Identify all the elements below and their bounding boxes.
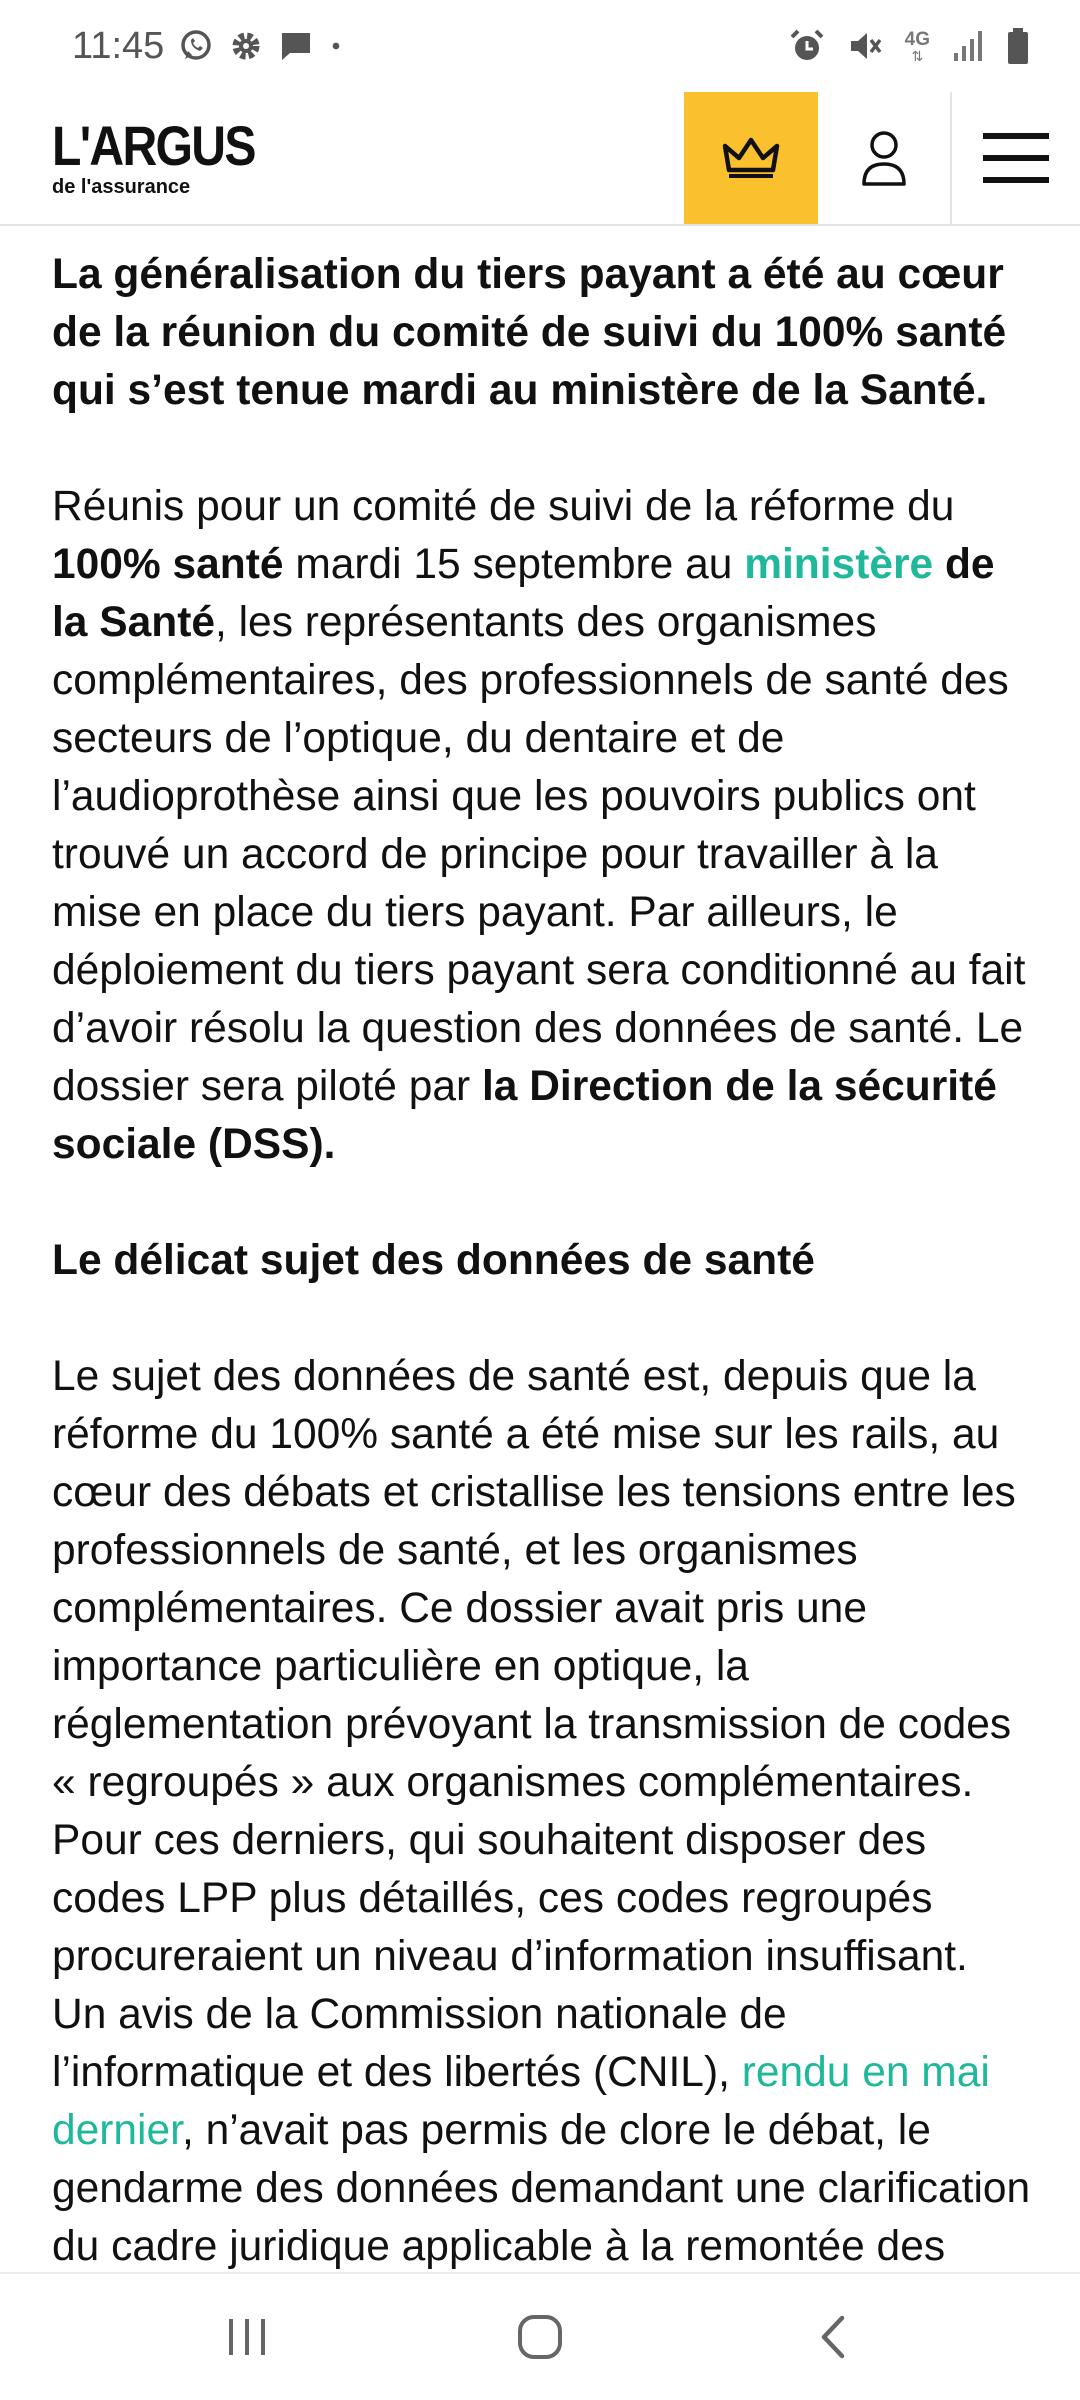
alarm-icon (789, 28, 825, 64)
home-icon (517, 2314, 563, 2360)
p1-bold-1: 100% santé (52, 541, 284, 588)
site-logo[interactable] (0, 92, 684, 224)
crown-icon (721, 134, 781, 182)
article-paragraph-1 (52, 478, 1032, 1174)
account-button[interactable] (818, 92, 950, 224)
p1-bold-3: la Direction de la sécurité sociale (DSS). (52, 1063, 997, 1168)
status-right (789, 27, 1030, 65)
logo-main: L'ARGUS (52, 113, 255, 177)
logo-sub: de l'assurance (52, 175, 191, 198)
recent-apps-icon (225, 2317, 269, 2357)
network-label: 4G (904, 28, 930, 50)
article-body (52, 226, 1032, 2272)
user-icon (860, 128, 908, 188)
article-subheading: Le délicat sujet des données de santé (52, 1237, 815, 1284)
cnil-avis-link[interactable]: rendu en mai dernier (52, 2049, 990, 2154)
ministere-link[interactable]: ministère (744, 541, 934, 588)
article-chapo: La généralisation du tiers payant a été au cœur de la réunion du comité de suivi du 100% santé qui s’est tenue mardi au ministère de la Santé. (52, 251, 1007, 414)
premium-button[interactable] (684, 92, 818, 224)
home-button[interactable] (480, 2297, 600, 2377)
clock: 11:45 (72, 24, 165, 67)
p1-text-3: , les représentants des organismes complémentaires, des professionnels de santé des secteurs de l’optique, du dentaire et de l’audioprothèse ainsi que les pouvoirs publics ont trouvé un accord de principe pour travailler à la mise en place du tiers payant. Par ailleurs, le déploiement du tiers payant sera conditionné au fait d’avoir résolu la question des données de santé. Le dossier sera piloté par (52, 599, 1026, 1110)
system-nav-bar (0, 2272, 1080, 2400)
hamburger-icon (983, 131, 1049, 185)
menu-button[interactable] (950, 92, 1080, 224)
battery-icon (1006, 27, 1030, 65)
network-4g-icon: 4G ⇅ (904, 28, 930, 64)
p2-text-2: , n’avait pas permis de clore le débat, le gendarme des données demandant une clarification du cadre juridique applicable à la remontée des (52, 2107, 1031, 2270)
p1-text-2: mardi 15 septembre au (283, 541, 745, 588)
status-left (72, 25, 352, 68)
back-button[interactable] (773, 2297, 893, 2377)
message-icon (278, 28, 314, 64)
p1-text-1: Réunis pour un comité de suivi de la réforme du (52, 483, 955, 530)
mute-icon (847, 28, 883, 64)
whatsapp-icon (178, 28, 214, 64)
back-icon (818, 2314, 848, 2360)
p1-bold-2: de la Santé (52, 541, 995, 646)
dot-icon (328, 28, 352, 64)
status-bar (0, 0, 1080, 92)
gear-icon (228, 28, 264, 64)
p2-text-1: Le sujet des données de santé est, depuis que la réforme du 100% santé a été mise sur les rails, au cœur des débats et cristallise les tensions entre les professionnels de santé, et les organismes complémentaires. Ce dossier avait pris une importance particulière en optique, la réglementation prévoyant la transmission de codes « regroupés » aux organismes complémentaires. Pour ces derniers, qui souhaitent disposer des codes LPP plus détaillés, ces codes regroupés procureraient un niveau d’information insuffisant. Un avis de la Commission nationale de l’informatique et des libertés (CNIL), (52, 1353, 1016, 2096)
article-paragraph-2 (52, 1348, 1032, 2334)
app-header (0, 92, 1080, 226)
signal-icon (952, 29, 984, 63)
recent-apps-button[interactable] (187, 2297, 307, 2377)
